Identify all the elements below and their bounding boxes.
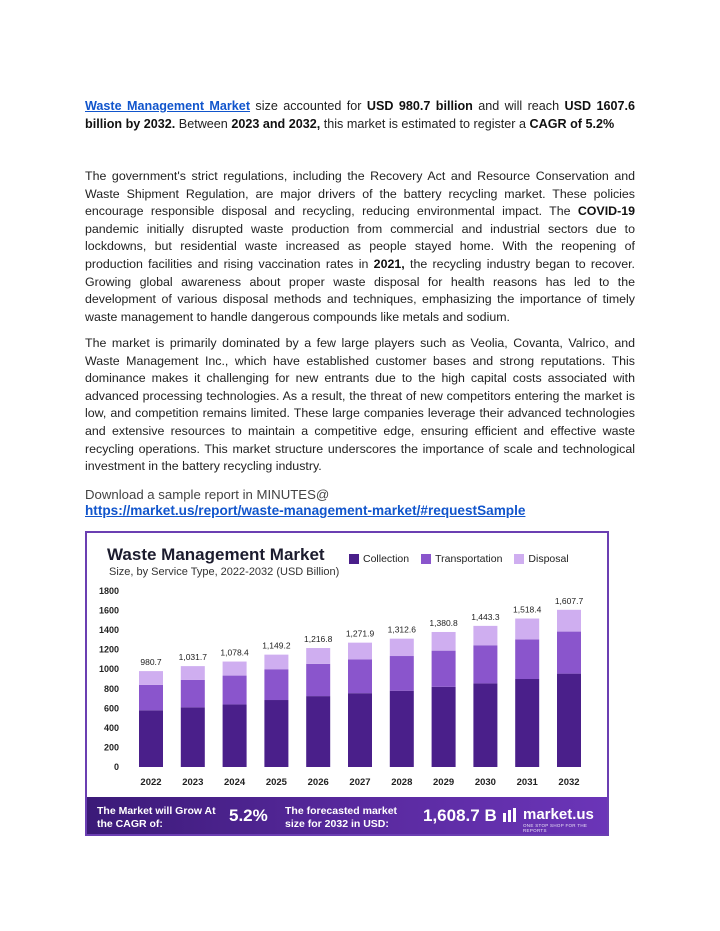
- bar-transportation-2023: [181, 680, 205, 707]
- bar-transportation-2022: [139, 685, 163, 710]
- bar-disposal-2031: [515, 619, 539, 640]
- y-tick-label: 1600: [98, 605, 119, 616]
- bar-collection-2025: [264, 700, 288, 767]
- bar-collection-2026: [306, 696, 330, 767]
- bar-transportation-2030: [473, 645, 497, 683]
- x-tick-label: 2025: [265, 777, 287, 788]
- x-tick-label: 2022: [140, 777, 162, 788]
- x-tick-label: 2023: [182, 777, 204, 788]
- bar-transportation-2032: [557, 632, 581, 674]
- bar-disposal-2027: [348, 643, 372, 660]
- legend-swatch: [349, 554, 359, 564]
- forecast-value: 1,608.7 B: [423, 806, 497, 825]
- bar-transportation-2028: [390, 656, 414, 691]
- bar-total-label: 1,312.6: [387, 624, 416, 635]
- bar-total-label: 1,031.7: [178, 652, 207, 663]
- bar-collection-2027: [348, 693, 372, 767]
- chart-footer: [87, 797, 607, 836]
- bar-disposal-2028: [390, 639, 414, 656]
- bar-disposal-2024: [223, 662, 247, 676]
- bar-disposal-2030: [473, 626, 497, 645]
- bar-collection-2032: [557, 674, 581, 767]
- y-tick-label: 200: [103, 742, 119, 753]
- legend-item-collection: [349, 553, 409, 565]
- bar-collection-2024: [223, 704, 247, 767]
- market-link[interactable]: Waste Management Market: [85, 99, 251, 113]
- legend-item-transportation: [421, 553, 502, 565]
- chart-subtitle: Size, by Service Type, 2022-2032 (USD Billion): [109, 566, 340, 578]
- y-tick-label: 1200: [98, 644, 119, 655]
- bar-disposal-2022: [139, 671, 163, 685]
- download-text: Download a sample report in MINUTES@: [85, 487, 330, 502]
- bar-collection-2028: [390, 691, 414, 767]
- bar-transportation-2029: [432, 651, 456, 687]
- y-tick-label: 800: [103, 683, 119, 694]
- chart-title: Waste Management Market: [107, 545, 325, 564]
- bar-disposal-2029: [432, 632, 456, 651]
- bar-collection-2031: [515, 679, 539, 767]
- cagr-value: 5.2%: [229, 806, 268, 825]
- bar-transportation-2025: [264, 669, 288, 700]
- bar-transportation-2024: [223, 676, 247, 705]
- bar-collection-2029: [432, 687, 456, 767]
- bar-total-label: 980.7: [140, 657, 162, 668]
- sample-report-link[interactable]: https://market.us/report/waste-management-market/#requestSample: [85, 503, 526, 518]
- bar-transportation-2031: [515, 639, 539, 679]
- cagr-label: The Market will Grow At the CAGR of:: [97, 805, 216, 830]
- bar-transportation-2026: [306, 664, 330, 696]
- legend-swatch: [514, 554, 524, 564]
- x-tick-label: 2024: [224, 777, 246, 788]
- regulations-paragraph: The government's strict regulations, including the Recovery Act and Resource Conservation and Waste Shipment Regulation, are major drivers of the battery recycling market. These policies encourage responsible disposal and recycling, reducing environmental impact. The COVID-19 pandemic initially disrupted waste production from commercial and industrial sectors due to lockdowns, but residential waste increased as people stayed home. With the reopening of production facilities and rising vaccination rates in 2021, the recycling industry began to recover. Growing global awareness about proper waste disposal for health reasons has led to the development of various disposal methods and techniques, emphasizing the importance of timely waste management to handle dangerous compounds like metals and sodium.: [85, 169, 635, 324]
- y-tick-label: 1400: [98, 625, 119, 636]
- bar-total-label: 1,518.4: [513, 604, 542, 615]
- logo-icon: [503, 808, 519, 822]
- bar-total-label: 1,380.8: [429, 617, 458, 628]
- y-tick-label: 0: [113, 762, 119, 772]
- legend-swatch: [421, 554, 431, 564]
- bar-disposal-2023: [181, 666, 205, 680]
- bar-collection-2023: [181, 707, 205, 767]
- market-us-logo: market.us: [503, 806, 594, 823]
- bar-total-label: 1,607.7: [554, 595, 584, 606]
- bar-total-label: 1,216.8: [304, 634, 333, 645]
- bar-total-label: 1,443.3: [471, 611, 500, 622]
- y-tick-label: 400: [103, 722, 119, 733]
- x-tick-label: 2029: [433, 777, 455, 788]
- y-tick-label: 1000: [98, 664, 119, 675]
- x-tick-label: 2026: [307, 777, 329, 788]
- chart-legend: [349, 553, 569, 565]
- bar-total-label: 1,078.4: [220, 647, 249, 658]
- bar-transportation-2027: [348, 659, 372, 693]
- forecast-label: The forecasted market size for 2032 in USD:: [285, 805, 398, 830]
- logo-tagline: ONE STOP SHOP FOR THE REPORTS: [523, 823, 588, 833]
- bar-total-label: 1,271.9: [345, 628, 375, 639]
- intro-paragraph: Waste Management Market size accounted for USD 980.7 billion and will reach USD 1607.6 billion by 2032. Between 2023 and 2032, this market is estimated to register a CAGR of 5.2%: [85, 99, 635, 131]
- bar-collection-2030: [473, 683, 497, 767]
- y-tick-label: 600: [103, 703, 119, 714]
- bar-collection-2022: [139, 710, 163, 767]
- x-tick-label: 2031: [516, 777, 538, 788]
- chart-infographic: [85, 531, 609, 836]
- x-tick-label: 2028: [391, 777, 413, 788]
- market-players-paragraph: The market is primarily dominated by a few large players such as Veolia, Covanta, Valrico, and Waste Management Inc., which have established customer bases and strong reputations. This dominance makes it challenging for new entrants due to the high capital costs associated with advanced processing technologies. As a result, the threat of new competitors entering the market is low, and competition remains limited. These large companies leverage their advanced technologies and extensive resources to maintain a competitive edge, ensuring efficient and effective waste recycling operations. This market structure underscores the importance of scale and technological investment in the battery recycling industry.: [85, 336, 635, 474]
- x-tick-label: 2030: [474, 777, 496, 788]
- legend-label: Collection: [363, 553, 410, 565]
- bar-disposal-2026: [306, 648, 330, 664]
- legend-item-disposal: [514, 553, 568, 565]
- bar-disposal-2032: [557, 610, 581, 632]
- y-tick-label: 1800: [98, 586, 119, 596]
- x-tick-label: 2027: [349, 777, 371, 788]
- bar-disposal-2025: [264, 655, 288, 670]
- x-tick-label: 2032: [558, 777, 580, 788]
- legend-label: Disposal: [528, 553, 569, 565]
- bar-total-label: 1,149.2: [262, 640, 291, 651]
- legend-label: Transportation: [435, 553, 503, 565]
